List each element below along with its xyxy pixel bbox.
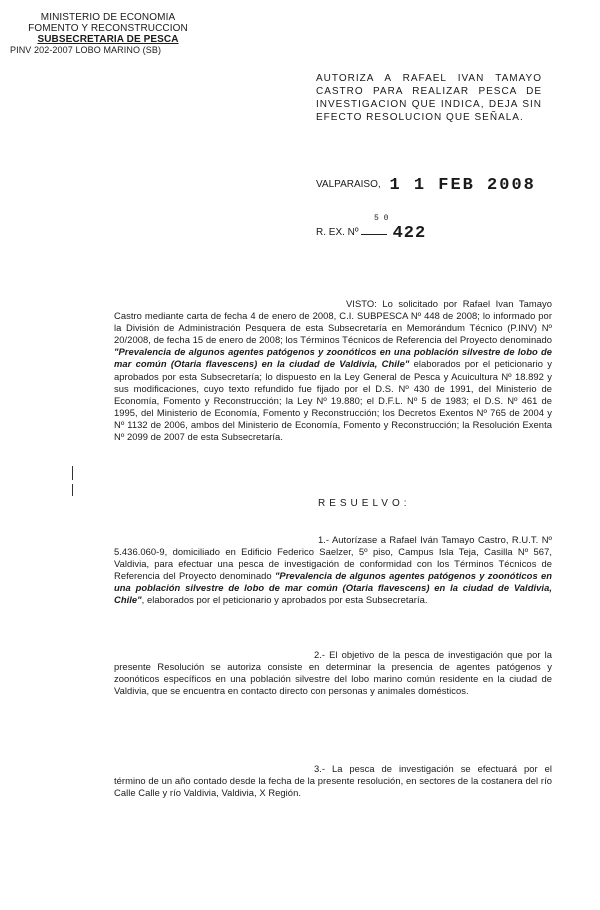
resolution-label: R. EX. Nº: [316, 227, 359, 238]
article-3: [114, 763, 552, 799]
visto-text-1: Lo solicitado por Rafael Ivan Tamayo Castro mediante carta de fecha 4 de enero de 2008, C.I. SUBPESCA Nº 448 de 2008; lo informado por la División de Administración Pesquera de esta Subsecretaría en Memorándum Técnico (P.INV) Nº 20/2008, de fecha 15 de enero de 2008; los Términos Técnicos de Referencia del Proyecto denominado: [114, 298, 552, 346]
file-reference: PINV 202-2007 LOBO MARINO (SB): [10, 45, 162, 55]
visto-text-2: elaborados por el peticionario y aprobados por esta Subsecretaría; lo dispuesto en la Ley General de Pesca y Acuicultura Nº 18.892 y sus modificaciones, cuyo texto refundido fue fijado por el D.S. Nº 430 de 1991, del Ministerio de Economía, Fomento y Reconstrucción; la Ley Nº 19.880; el D.F.L. Nº 5 de 1983; el D.S. Nº 461 de 1995, del Ministerio de Economía, Fomento y Reconstrucción; los Decretos Exentos Nº 765 de 2004 y Nº 1132 de 2006, ambos del Ministerio de Economía, Fomento y Reconstrucción; la Resolución Exenta Nº 2099 de 2007 de esta Subsecretaría.: [114, 358, 553, 443]
margin-mark: [72, 466, 73, 480]
article-1-text-2: , elaborados por el peticionario y aprobados por esta Subsecretaría.: [141, 594, 428, 606]
ministry-name: MINISTERIO DE ECONOMIA: [40, 12, 176, 23]
undersecretariat-name: SUBSECRETARIA DE PESCA: [37, 34, 179, 45]
place: VALPARAISO,: [316, 179, 381, 190]
article-2-text: 2.- El objetivo de la pesca de investigación que por la presente Resolución se autoriza consiste en determinar la presencia de agentes patógenos y zoonóticos específicos en una población silvestre del lobo marino común residente en la ciudad de Valdivia, que se encuentra en contacto directo con personas y animales domésticos.: [114, 649, 552, 697]
margin-mark: [72, 484, 73, 496]
project-title: "Prevalencia de algunos agentes patógenos y zoonóticos en una población silvestre de lobo de mar común (Otaria flavescens) en la ciudad de Valdivia, Chile": [114, 570, 552, 606]
visto-paragraph: [114, 298, 552, 443]
resolution-subject: AUTORIZA A RAFAEL IVAN TAMAYO CASTRO PARA REALIZAR PESCA DE INVESTIGACION QUE INDICA, DEJA SIN EFECTO RESOLUCION QUE SEÑALA.: [316, 73, 542, 123]
article-1-text-1: 1.- Autorízase a Rafael Iván Tamayo Castro, R.U.T. Nº 5.436.060-9, domiciliado en Edificio Federico Saelzer, 5º piso, Campus Isla Teja, Casilla Nº 567, Valdivia, para efectuar una pesca de investigación de conformidad con los Términos Técnicos de Referencia del Proyecto denominado: [114, 534, 552, 582]
letterhead: [10, 12, 206, 56]
place-date: [316, 176, 556, 195]
project-title: "Prevalencia de algunos agentes patógenos y zoonóticos en una población silvestre de lobo de mar común (Otaria flavescens) en la ciudad de Valdivia, Chile": [114, 346, 552, 370]
ministry-name-line2: FOMENTO Y RECONSTRUCCION: [28, 23, 188, 34]
resuelvo-heading: RESUELVO:: [318, 498, 411, 509]
article-3-text: 3.- La pesca de investigación se efectuará por el término de un año contado desde la fecha de la presente resolución, en sectores de la costanera del río Calle Calle y río Valdivia, Valdivia, X Región.: [114, 763, 552, 799]
resolution-number: [316, 214, 516, 243]
article-2: [114, 649, 552, 697]
resolution-number-value: 422: [392, 224, 427, 243]
date-stamp: 1 1 FEB 2008: [389, 176, 536, 195]
number-blank-line: [361, 234, 387, 235]
article-1: [114, 534, 552, 607]
visto-lead: VISTO:: [346, 298, 377, 309]
number-stamp-mark: 5 0: [374, 214, 389, 223]
